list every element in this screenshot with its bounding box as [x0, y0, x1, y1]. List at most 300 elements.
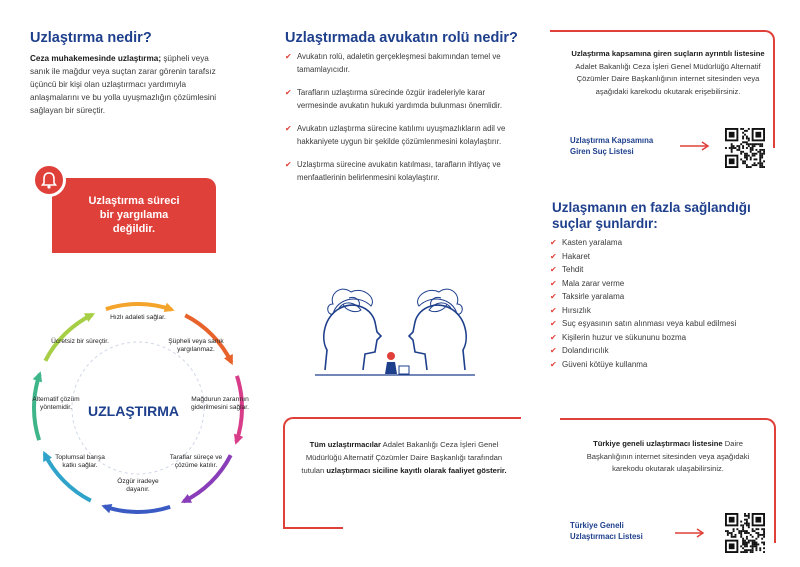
qr-module — [757, 534, 759, 536]
qr-module — [755, 149, 757, 151]
qr-module — [740, 151, 742, 153]
qr-module — [761, 166, 763, 168]
qr-module — [748, 532, 750, 534]
registry-text: Adalet Bakanlığı Ceza İşleri Genel Müdürlüğü Alternatif Çözümler Daire Başkanlığı tarafından tutulan — [301, 440, 503, 475]
qr-module — [748, 138, 750, 140]
qr-module — [746, 530, 748, 532]
qr-module — [744, 551, 746, 553]
qr-module — [744, 513, 746, 515]
qr-module — [752, 530, 754, 532]
qr-module — [759, 158, 761, 160]
list-item: ✔ Uzlaştırma sürecine avukatın katılması, tarafların ihtiyaç ve menfaatlerinin belirlenmesini kolaylaştırır. — [285, 159, 515, 184]
qr-module — [731, 149, 733, 151]
qr-module — [744, 515, 746, 517]
alert-line-2: bir yargılama — [99, 209, 169, 221]
qr-code-icon[interactable] — [725, 128, 765, 168]
qr-module — [748, 513, 750, 515]
list-item: ✔ Güveni kötüye kullanma — [550, 358, 736, 372]
mediator-list-link-line-1: Türkiye Geneli — [570, 521, 624, 530]
qr-module — [742, 528, 744, 530]
qr-module — [759, 149, 761, 151]
crime-list-link[interactable] — [570, 136, 653, 157]
qr-module — [750, 157, 752, 159]
qr-module — [752, 528, 754, 530]
qr-module — [761, 534, 763, 536]
qr-module — [755, 143, 757, 145]
alert-line-1: Uzlaştırma süreci — [88, 195, 180, 207]
qr-module — [738, 145, 740, 147]
qr-module — [740, 524, 742, 526]
qr-module — [748, 515, 750, 517]
section-title-lawyer-role: Uzlaştırmada avukatın rolü nedir? — [285, 30, 518, 46]
qr-module — [740, 534, 742, 536]
mediator-list-link[interactable] — [570, 521, 643, 542]
qr-module — [752, 540, 754, 542]
qr-module — [740, 158, 742, 160]
crime-list-link-line-2: Giren Suç Listesi — [570, 146, 634, 156]
qr-module — [763, 530, 765, 532]
cycle-step-label: Özgür iradeye dayanır. — [117, 478, 159, 493]
qr-module — [735, 147, 737, 149]
qr-module — [744, 155, 746, 157]
qr-module — [754, 162, 756, 164]
qr-module — [759, 162, 761, 164]
qr-finder — [729, 158, 735, 164]
common-crimes-list — [550, 236, 736, 371]
qr-module — [757, 151, 759, 153]
qr-module — [746, 551, 748, 553]
qr-module — [744, 542, 746, 544]
qr-module — [752, 536, 754, 538]
qr-module — [748, 526, 750, 528]
alert-line-3: değildir. — [112, 223, 156, 235]
qr-module — [748, 155, 750, 157]
qr-module — [744, 549, 746, 551]
qr-module — [752, 143, 754, 145]
qr-module — [742, 138, 744, 140]
qr-module — [754, 164, 756, 166]
cycle-step-label: Şüpheli veya sanık yargılanmaz. — [168, 338, 224, 354]
qr-module — [746, 532, 748, 534]
qr-module — [752, 164, 754, 166]
qr-module — [763, 543, 765, 545]
cycle-center-label: UZLAŞTIRMA — [88, 403, 179, 419]
qr-module — [731, 147, 733, 149]
qr-module — [740, 551, 742, 553]
two-heads-illustration — [315, 280, 475, 385]
qr-module — [744, 540, 746, 542]
qr-module — [750, 551, 752, 553]
qr-module — [746, 524, 748, 526]
qr-module — [750, 147, 752, 149]
qr-module — [761, 162, 763, 164]
qr-module — [742, 151, 744, 153]
qr-module — [744, 532, 746, 534]
qr-module — [748, 549, 750, 551]
qr-module — [746, 549, 748, 551]
qr-module — [742, 136, 744, 138]
qr-module — [754, 145, 756, 147]
arrow-right-icon — [680, 141, 710, 151]
qr-module — [752, 549, 754, 551]
qr-module — [746, 523, 748, 525]
qr-module — [759, 143, 761, 145]
qr-module — [731, 536, 733, 538]
qr-module — [748, 517, 750, 519]
qr-module — [752, 551, 754, 553]
list-item: ✔ Tehdit — [550, 263, 736, 277]
qr-module — [740, 521, 742, 523]
qr-module — [731, 532, 733, 534]
qr-module — [742, 526, 744, 528]
qr-module — [754, 143, 756, 145]
qr-module — [742, 147, 744, 149]
alert-text — [52, 194, 216, 236]
registry-box-underline — [283, 527, 343, 529]
qr-module — [731, 534, 733, 536]
qr-module — [755, 549, 757, 551]
arrow-right-icon — [675, 528, 705, 538]
qr-module — [752, 543, 754, 545]
qr-module — [742, 543, 744, 545]
qr-module — [761, 143, 763, 145]
qr-module — [744, 157, 746, 159]
qr-module — [746, 519, 748, 521]
qr-module — [740, 545, 742, 547]
common-crimes-title-line-2: suçlar şunlardır: — [552, 216, 658, 231]
qr-module — [754, 155, 756, 157]
qr-module — [742, 524, 744, 526]
qr-module — [740, 143, 742, 145]
qr-finder — [755, 517, 761, 523]
qr-module — [733, 145, 735, 147]
mediation-definition — [30, 52, 220, 117]
list-item: ✔ Mala zarar verme — [550, 277, 736, 291]
qr-module — [746, 521, 748, 523]
qr-module — [757, 543, 759, 545]
qr-module — [746, 545, 748, 547]
list-item: ✔ Hakaret — [550, 250, 736, 264]
qr-module — [755, 538, 757, 540]
cycle-step-label: Ücretsiz bir süreçtir. — [51, 338, 109, 346]
qr-module — [755, 547, 757, 549]
qr-module — [735, 536, 737, 538]
qr-module — [748, 523, 750, 525]
qr-module — [748, 139, 750, 141]
qr-module — [742, 540, 744, 542]
qr-module — [729, 532, 731, 534]
list-item: ✔ Taksirle yaralama — [550, 290, 736, 304]
qr-module — [744, 523, 746, 525]
qr-module — [755, 164, 757, 166]
qr-module — [763, 153, 765, 155]
qr-module — [759, 160, 761, 162]
qr-module — [750, 549, 752, 551]
qr-finder — [729, 543, 735, 549]
qr-module — [731, 145, 733, 147]
qr-module — [748, 145, 750, 147]
cycle-step-label: Taraflar süreçe ve çözüme katılır. — [169, 453, 223, 469]
section-title-what-is-mediation: Uzlaştırma nedir? — [30, 30, 152, 46]
qr-module — [746, 136, 748, 138]
qr-module — [761, 155, 763, 157]
qr-module — [740, 530, 742, 532]
qr-finder — [755, 132, 761, 138]
qr-module — [752, 147, 754, 149]
section-title-common-crimes — [552, 200, 772, 232]
qr-module — [742, 538, 744, 540]
qr-module — [744, 545, 746, 547]
cycle-arrowhead — [101, 504, 112, 513]
qr-module — [761, 157, 763, 159]
qr-module — [731, 143, 733, 145]
qr-module — [759, 145, 761, 147]
mediator-list-info-text — [578, 438, 758, 476]
qr-module — [761, 145, 763, 147]
list-item: ✔ Avukatın uzlaştırma sürecine katılımı uyuşmazlıkların adil ve hakkaniyete uygun bir şekilde çözümlenmesini kolaylaştırır. — [285, 123, 515, 148]
qr-module — [746, 153, 748, 155]
qr-module — [742, 551, 744, 553]
qr-module — [746, 536, 748, 538]
qr-module — [738, 530, 740, 532]
crime-list-bold: Uzlaştırma kapsamına giren suçların ayrıntılı listesine — [571, 49, 765, 58]
qr-module — [740, 536, 742, 538]
qr-module — [742, 145, 744, 147]
qr-module — [755, 532, 757, 534]
qr-module — [761, 149, 763, 151]
qr-module — [748, 143, 750, 145]
qr-module — [742, 530, 744, 532]
qr-module — [740, 532, 742, 534]
qr-module — [727, 534, 729, 536]
cycle-step-label: Hızlı adaleti sağlar. — [110, 314, 166, 321]
qr-module — [759, 549, 761, 551]
qr-module — [744, 134, 746, 136]
mediator-list-bold: Türkiye geneli uzlaştırmacı listesine — [593, 439, 723, 448]
list-item: ✔ Hırsızlık — [550, 304, 736, 318]
definition-lead: Ceza muhakemesinde uzlaştırma; — [30, 54, 162, 63]
qr-module — [755, 543, 757, 545]
qr-module — [744, 162, 746, 164]
qr-module — [763, 149, 765, 151]
qr-module — [752, 155, 754, 157]
qr-finder — [729, 517, 735, 523]
qr-module — [746, 147, 748, 149]
qr-module — [763, 542, 765, 544]
mediator-list-link-line-2: Uzlaştırmacı Listesi — [570, 531, 643, 541]
qr-module — [763, 151, 765, 153]
qr-module — [759, 157, 761, 159]
qr-module — [763, 166, 765, 168]
cycle-arc — [104, 506, 170, 512]
qr-module — [742, 128, 744, 130]
qr-module — [746, 157, 748, 159]
qr-module — [746, 515, 748, 517]
list-item: ✔ Dolandırıcılık — [550, 344, 736, 358]
lawyer-role-list — [285, 51, 515, 195]
qr-module — [755, 545, 757, 547]
qr-module — [750, 540, 752, 542]
qr-module — [727, 530, 729, 532]
qr-module — [750, 143, 752, 145]
qr-module — [746, 143, 748, 145]
common-crimes-title-line-1: Uzlaşmanın en fazla sağlandığı — [552, 200, 751, 215]
qr-module — [746, 538, 748, 540]
qr-module — [761, 538, 763, 540]
qr-module — [750, 158, 752, 160]
qr-module — [744, 543, 746, 545]
qr-module — [761, 164, 763, 166]
qr-module — [750, 166, 752, 168]
qr-module — [757, 162, 759, 164]
qr-module — [740, 153, 742, 155]
qr-module — [746, 138, 748, 140]
qr-module — [752, 145, 754, 147]
qr-module — [744, 153, 746, 155]
qr-module — [754, 153, 756, 155]
qr-module — [750, 545, 752, 547]
qr-module — [742, 162, 744, 164]
definition-text: şüpheli veya sanık ile mağdur veya suçtan zarar görenin tarafsız üçüncü bir kişi olan uzlaştırmacı yardımıyla anlaşmalarını ve bu yolla uyuşmazlığın çözümlesini sağlayan bir süreçtir. — [30, 54, 217, 115]
qr-module — [733, 147, 735, 149]
qr-module — [742, 542, 744, 544]
qr-module — [733, 528, 735, 530]
qr-module — [755, 542, 757, 544]
qr-module — [754, 530, 756, 532]
crime-list-link-line-1: Uzlaştırma Kapsamına — [570, 136, 654, 145]
qr-module — [752, 149, 754, 151]
qr-module — [752, 545, 754, 547]
qr-finder — [729, 132, 735, 138]
qr-module — [759, 151, 761, 153]
qr-module — [725, 530, 727, 532]
cycle-arc — [106, 304, 172, 310]
qr-module — [727, 532, 729, 534]
list-item: ✔ Kasten yaralama — [550, 236, 736, 250]
qr-module — [763, 547, 765, 549]
registry-bold-2: uzlaştırmacı siciline kayıtlı olarak faaliyet gösterir. — [326, 466, 507, 475]
qr-module — [725, 147, 727, 149]
crime-list-text: Adalet Bakanlığı Ceza İşleri Genel Müdürlüğü Alternatif Çözümler Daire Başkanlığının internet sitesinden veya aşağıdaki karekodu okutarak erişebilirsiniz. — [575, 61, 761, 96]
qr-module — [754, 543, 756, 545]
qr-module — [738, 532, 740, 534]
qr-module — [738, 149, 740, 151]
qr-module — [746, 166, 748, 168]
qr-module — [738, 147, 740, 149]
bell-icon — [32, 163, 66, 197]
mediator-list-text: Daire Başkanlığının internet sitesinden veya aşağıdaki karekodu okutarak ulaşabilirsiniz. — [586, 439, 750, 473]
qr-module — [742, 160, 744, 162]
qr-module — [740, 128, 742, 130]
qr-module — [761, 542, 763, 544]
qr-module — [750, 149, 752, 151]
qr-module — [763, 551, 765, 553]
qr-module — [733, 530, 735, 532]
qr-module — [763, 536, 765, 538]
qr-module — [735, 534, 737, 536]
qr-module — [748, 166, 750, 168]
qr-module — [754, 542, 756, 544]
qr-module — [746, 542, 748, 544]
qr-module — [759, 153, 761, 155]
crime-list-info-text — [570, 48, 766, 98]
qr-module — [733, 536, 735, 538]
qr-module — [744, 160, 746, 162]
list-item: ✔ Suç eşyasının satın alınması veya kabul edilmesi — [550, 317, 736, 331]
qr-module — [763, 160, 765, 162]
cycle-step-label: Alternatif çözüm yöntemidir. — [32, 396, 80, 411]
qr-module — [759, 155, 761, 157]
qr-module — [755, 528, 757, 530]
qr-module — [754, 158, 756, 160]
qr-module — [750, 534, 752, 536]
qr-module — [746, 130, 748, 132]
cycle-arrowhead — [33, 371, 42, 382]
qr-module — [742, 141, 744, 143]
qr-module — [748, 128, 750, 130]
qr-module — [736, 528, 738, 530]
list-item: ✔ Tarafların uzlaştırma sürecinde özgür iradeleriyle karar vermesinde avukatın hukuki yardımda bulunması önemlidir. — [285, 87, 515, 112]
qr-module — [755, 153, 757, 155]
qr-module — [748, 540, 750, 542]
cycle-step-label: Mağdurun zararının giderilmesini sağlar. — [191, 396, 249, 411]
qr-module — [754, 545, 756, 547]
qr-module — [752, 153, 754, 155]
qr-module — [754, 540, 756, 542]
qr-module — [746, 543, 748, 545]
qr-module — [750, 151, 752, 153]
registry-info-text — [298, 438, 510, 477]
qr-module — [748, 524, 750, 526]
registry-bold-1: Tüm uzlaştırmacılar — [309, 440, 381, 449]
qr-module — [746, 141, 748, 143]
qr-code-icon[interactable] — [725, 513, 765, 553]
qr-module — [761, 153, 763, 155]
qr-module — [752, 547, 754, 549]
qr-module — [761, 528, 763, 530]
qr-module — [736, 145, 738, 147]
qr-module — [744, 530, 746, 532]
qr-module — [744, 519, 746, 521]
cycle-arrowhead — [164, 303, 175, 312]
qr-module — [752, 542, 754, 544]
qr-module — [736, 149, 738, 151]
list-item: ✔ Kişilerin huzur ve sükununu bozma — [550, 331, 736, 345]
qr-module — [742, 132, 744, 134]
qr-module — [757, 536, 759, 538]
qr-module — [757, 143, 759, 145]
qr-module — [755, 158, 757, 160]
cycle-arrowhead — [234, 434, 243, 445]
qr-module — [748, 542, 750, 544]
qr-module — [746, 164, 748, 166]
qr-module — [763, 534, 765, 536]
qr-module — [763, 528, 765, 530]
qr-module — [744, 141, 746, 143]
qr-module — [759, 534, 761, 536]
list-item: ✔ Avukatın rolü, adaletin gerçekleşmesi bakımından temel ve tamamlayıcıdır. — [285, 51, 515, 76]
qr-module — [759, 547, 761, 549]
qr-module — [729, 147, 731, 149]
qr-module — [759, 164, 761, 166]
qr-module — [757, 528, 759, 530]
qr-module — [742, 547, 744, 549]
cycle-step-label: Toplumsal barışa katkı sağlar. — [55, 453, 105, 469]
qr-module — [763, 532, 765, 534]
qr-module — [757, 532, 759, 534]
qr-module — [731, 151, 733, 153]
qr-module — [746, 155, 748, 157]
